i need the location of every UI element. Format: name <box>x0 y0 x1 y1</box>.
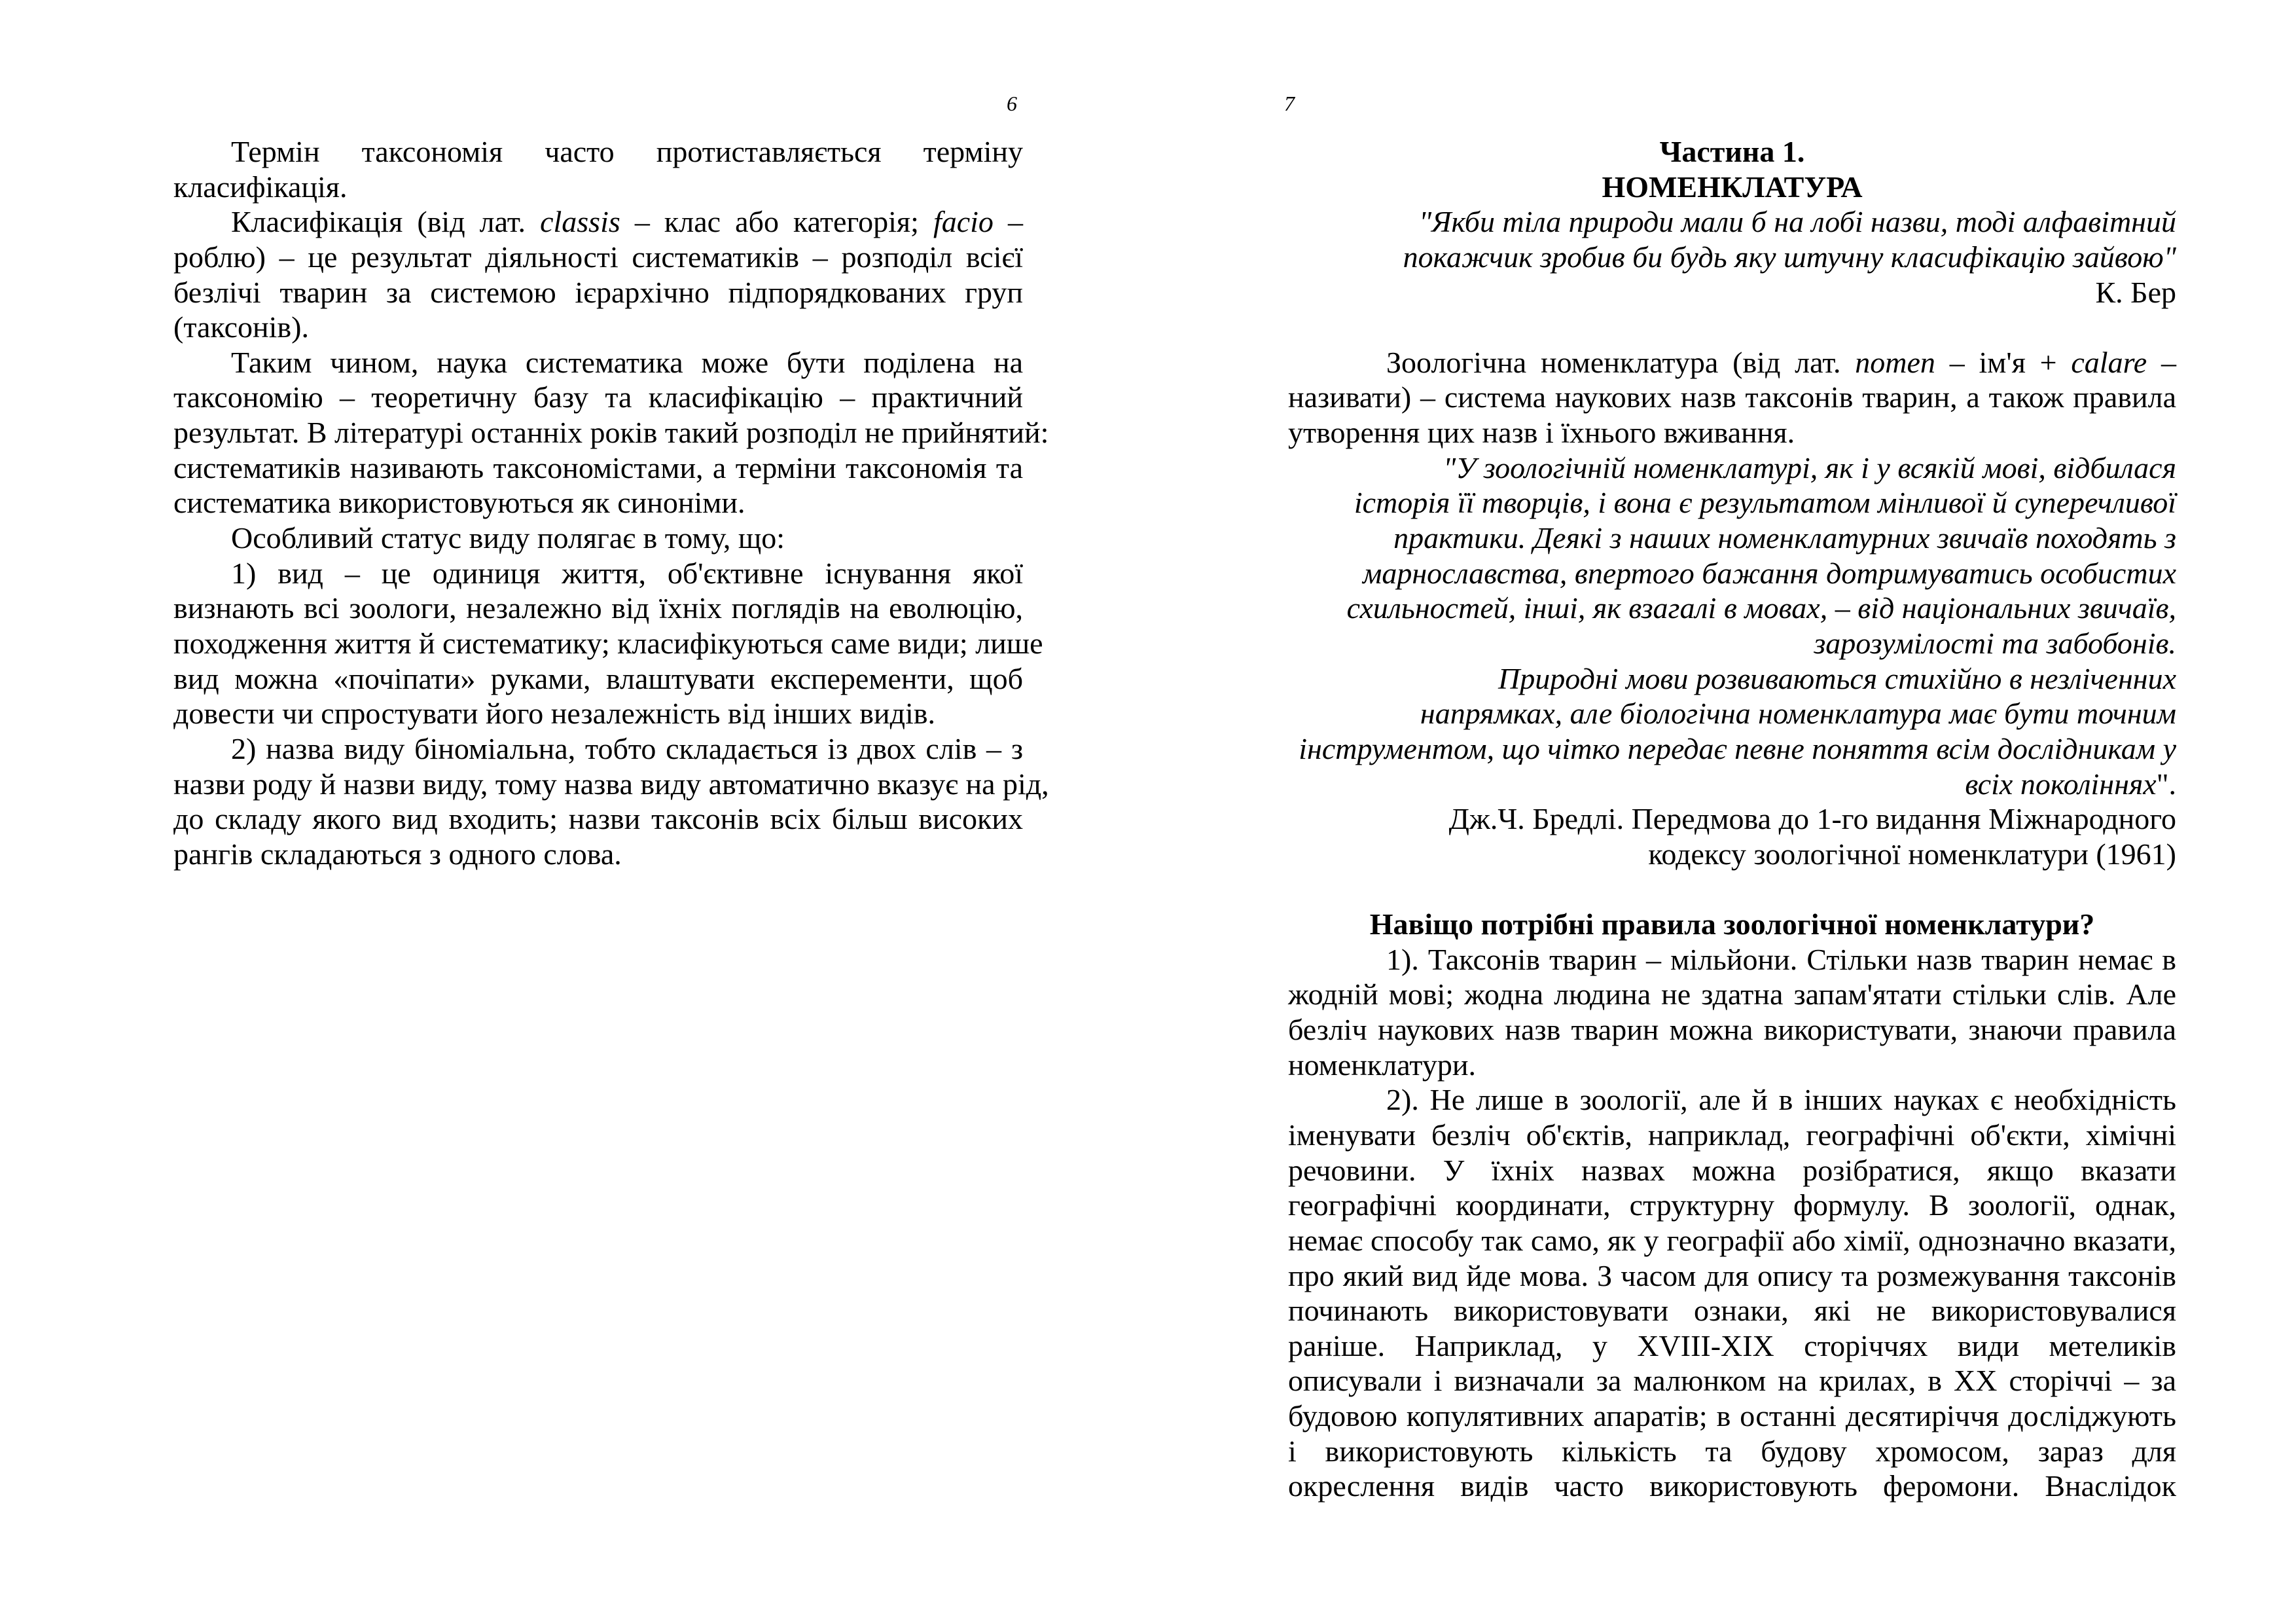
left-page <box>173 134 1049 871</box>
quote-source: кодексу зоологічної номенклатури (1961) <box>1648 837 2176 871</box>
text-line: систематика використовуються як синоніми. <box>173 486 745 520</box>
section-heading: Навіщо потрібні правила зоологічної номенклатури? <box>1369 907 2095 941</box>
quote-line: інструментом, що чітко передає певне поняття всім дослідникам у <box>1299 731 2176 765</box>
blank-line <box>1288 871 2176 907</box>
text-line: довести чи спростувати його незалежність від інших видів. <box>173 697 936 731</box>
text-line: безліч наукових назв тварин можна використувати, знаючи правила <box>1288 1013 2176 1047</box>
text-line: про який вид йде мова. З часом для опису та розмежування таксонів <box>1288 1258 2176 1292</box>
quote-line: напрямках, але біологічна номенклатура має бути точним <box>1420 697 2176 731</box>
text-segment: – <box>993 205 1023 239</box>
text-line: Особливий статус виду полягає в тому, що: <box>231 521 785 555</box>
text-line: назви роду й назви виду, тому назва виду автоматично вказує на рід, <box>173 767 1049 801</box>
text-line: Термін таксономія часто протиставляється терміну <box>231 135 1023 168</box>
text-line: починають використовувати ознаки, які не використовувалися <box>1288 1294 2176 1328</box>
text-line: раніше. Наприклад, у XVIII-XIX сторіччях види метеликів <box>1288 1328 2176 1362</box>
text-segment: – ім'я + <box>1935 345 2072 379</box>
text-line: 2) назва виду біноміальна, тобто складається із двох слів – з <box>231 731 1023 765</box>
text-line: Таким чином, наука систематика може бути поділена на <box>231 345 1023 379</box>
latin-term: calare <box>2071 345 2147 379</box>
text-line: описували і визначали за малюнком на крилах, в XX сторіччі – за <box>1288 1364 2176 1398</box>
epigraph-line: "Якби тіла природи мали б на лобі назви, тоді алфавітний <box>1418 205 2176 239</box>
text-line: жодній мові; жодна людина не здатна запам'ятати стільки слів. Але <box>1288 977 2176 1012</box>
latin-term: facio <box>933 205 994 239</box>
text-line: географічні координати, структурну формулу. В зоології, однак, <box>1288 1188 2176 1222</box>
text-line: будовою копулятивних апаратів; в останні десятиріччя досліджують <box>1288 1399 2176 1433</box>
text-segment: Класифікація (від лат. <box>231 205 541 239</box>
text-line: немає способу так само, як у географії або хімії, однозначно вказати, <box>1288 1223 2176 1257</box>
text-line: результат. В літературі останніх років такий розподіл не прийнятий: <box>173 416 1049 450</box>
latin-term: classis <box>540 205 620 239</box>
page-number-right: 7 <box>1284 92 1295 115</box>
text-line: до складу якого вид входить; назви таксонів всіх більш високих <box>173 802 1023 836</box>
quote-line: Природні мови розвиваються стихійно в незліченних <box>1498 661 2176 695</box>
text-line: 1) вид – це одиниця життя, об'єктивне існування якої <box>231 556 1023 590</box>
text-line: номенклатури. <box>1288 1048 1477 1082</box>
text-line: іменувати безліч об'єктів, наприклад, географічні об'єкти, хімічні <box>1288 1118 2176 1152</box>
part-title: Частина 1. <box>1659 135 1805 168</box>
text-line: і використовують кількість та будову хромосом, зараз для <box>1288 1434 2176 1468</box>
text-line: окреслення видів часто використовують феромони. Внаслідок <box>1288 1469 2176 1503</box>
text-line: класифікація. <box>173 170 348 204</box>
text-line: рангів складаються з одного слова. <box>173 837 622 871</box>
blank-line <box>1288 310 2176 345</box>
quote-line <box>1288 767 2176 802</box>
quote-line: марнославства, впертого бажання дотримуватись особистих <box>1363 556 2176 590</box>
text-line: утворення цих назв і їхнього вживання. <box>1288 416 1795 450</box>
epigraph-line: покажчик зробив би будь яку штучну класифікацію зайвою" <box>1403 240 2176 274</box>
text-segment: всіх поколіннях <box>1965 767 2157 801</box>
quote-line: схильностей, інші, як взагалі в мовах, – від національних звичаїв, <box>1346 591 2176 625</box>
chapter-title: НОМЕНКЛАТУРА <box>1602 170 1863 204</box>
text-line: походження життя й систематику; класифікуються саме види; лише <box>173 626 1043 660</box>
text-line: безлічі тварин за системою ієрархічно підпорядкованих груп <box>173 275 1023 309</box>
text-line: вид можна «почіпати» руками, влаштувати експеременти, щоб <box>173 661 1023 695</box>
text-segment: Зоологічна номенклатура (від лат. <box>1386 345 1856 379</box>
text-line: систематиків називають таксономістами, а терміни таксономія та <box>173 450 1023 484</box>
text-line: роблю) – це результат діяльності систематиків – розподіл всієї <box>173 240 1023 274</box>
text-line: визнають всі зоологи, незалежно від їхніх поглядів на еволюцію, <box>173 591 1023 625</box>
text-line: таксономію – теоретичну базу та класифікацію – практичний <box>173 380 1023 414</box>
page-number-left: 6 <box>1007 92 1017 115</box>
text-line: (таксонів). <box>173 310 309 344</box>
text-line: речовини. У їхніх назвах можна розібратися, якщо вказати <box>1288 1153 2176 1187</box>
quote-line: практики. Деякі з наших номенклатурних звичаїв походять з <box>1393 521 2176 555</box>
quote-source: Дж.Ч. Бредлі. Передмова до 1-го видання Міжнародного <box>1448 802 2176 836</box>
quote-line: зарозумілості та забобонів. <box>1814 626 2176 660</box>
latin-term: nomen <box>1855 345 1935 379</box>
epigraph-author: К. Бер <box>2095 275 2176 309</box>
text-segment: – <box>2147 345 2176 379</box>
text-line: 2). Не лише в зоології, але й в інших науках є необхідність <box>1386 1083 2176 1117</box>
text-segment: ". <box>2156 767 2176 801</box>
quote-line: історія її творців, і вона є результатом мінливої й суперечливої <box>1354 486 2176 520</box>
quote-line: "У зоологічній номенклатурі, як і у всякій мові, відбилася <box>1443 450 2176 484</box>
text-line: називати) – система наукових назв таксонів тварин, а також правила <box>1288 380 2176 414</box>
text-line: 1). Таксонів тварин – мільйони. Стільки назв тварин немає в <box>1386 942 2176 976</box>
text-line <box>1288 345 2176 380</box>
right-page <box>1288 134 2176 1504</box>
text-line <box>173 204 1023 240</box>
text-segment: – клас або категорія; <box>620 205 933 239</box>
